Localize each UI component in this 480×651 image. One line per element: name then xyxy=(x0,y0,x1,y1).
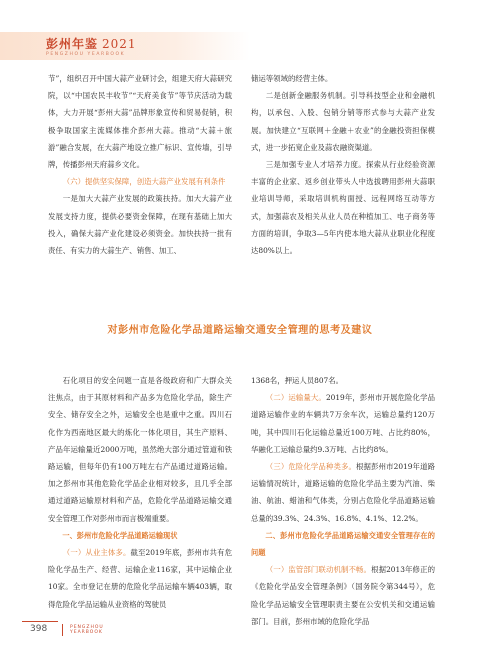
top-right-column xyxy=(251,70,435,259)
footer-rule xyxy=(22,621,58,622)
paragraph: 一是加大大蒜产业发展的政策扶持。加大大蒜产业发展支持力度，提供必要资金保障，在现有基础上加大投入，确保大蒜产业化建设必须资金。加快扶持一批有责任、有实力的大蒜生产、销售、加工、 xyxy=(48,194,232,256)
footer-brand-line2: YEARBOOK xyxy=(70,630,103,635)
bottom-left-column xyxy=(48,372,232,613)
paragraph: 2019年，彭州市开展危险化学品道路运输作业的车辆共7万余车次，运输总量约120万吨，其中四川石化运输总量近100万吨、占比约80%，华融化工运输总量约9.3万吨、占比约8%。 xyxy=(251,393,435,454)
article-title: 对彭州市危险化学品道路运输交通安全管理的思考及建议 xyxy=(107,325,373,336)
paragraph: 根据彭州市2019年道路运输情况统计，道路运输的危险化学品主要为汽油、柴油、航油、蜡油和气体类，分别占危险化学品道路运输总量的39.3%、24.3%、16.8%、4.1%、12.2%。 xyxy=(251,462,435,523)
footer-divider xyxy=(62,624,63,636)
paragraph: 根据2013年修正的《危险化学品安全管理条例》（国务院令第344号），危险化学品运输安全管理职责主要在公安机关和交通运输部门。目前，彭州市域的危险化学品 xyxy=(251,565,435,626)
paragraph: 1368名，押运人员807名。 xyxy=(251,376,344,385)
yearbook-year: 2021 xyxy=(102,37,137,51)
footer-brand-line1: PENGZHOU xyxy=(70,625,104,630)
footer-brand xyxy=(70,625,104,635)
inline-heading: （二）运输量大。 xyxy=(265,393,326,403)
paragraph: 截至2019年底，彭州市共有危险化学品生产、经营、运输企业116家，其中运输企业10家。全市登记在册的危险化学品运输车辆403辆，取得危险化学品运输从业资格的驾驶员 xyxy=(48,548,232,609)
paragraph: 三是加强专业人才培养力度。探索从行业经验资源丰富的企业家、返乡创业带头人中选拔聘用彭州大蒜职业培训导师，采取培训机构面授、远程网络互动等方式，加强蒜农及相关从业人员在种植加工、电子商务等方面的培训，争取3—5年内使本地大蒜从业职业化程度达80%以上。 xyxy=(251,160,435,256)
paragraph: 节”，组织召开中国大蒜产业研讨会，组建天府大蒜研究院，以“中国农民丰收节”“天府美食节”等节庆活动为载体，大力开展“彭州大蒜”品牌形象宣传和贸易促销，积极争取国家主流媒体推介彭州大蒜。推动“大蒜＋旅游”融合发展，在大蒜产地设立推广标识、宣传墙，引导牌，传播彭州天府蒜乡文化。 xyxy=(48,74,232,170)
section-heading: 二、彭州市危险化学品道路运输交通安全管理存在的问题 xyxy=(251,530,435,558)
bottom-right-column xyxy=(251,372,435,630)
top-left-column xyxy=(48,70,232,259)
yearbook-subtitle: PENGZHOU YEARBOOK xyxy=(46,52,126,57)
paragraph: 二是创新金融服务机制。引导科技型企业和金融机构，以承包、入股、包销分销等形式参与大蒜产业发展。加快建立“互联网＋金融＋农业”的金融投资担保模式，进一步拓宽企业及蒜农融资渠道。 xyxy=(251,91,435,152)
paragraph: 储运等领域的经营主体。 xyxy=(251,74,333,83)
yearbook-title xyxy=(46,35,137,52)
yearbook-name: 彭州年鉴 xyxy=(46,37,99,51)
paragraph: 石化项目的安全问题一直是各级政府和广大群众关注焦点，由于其原材料和产品多为危险化学品，除生产安全、储存安全之外，运输安全也是重中之重。四川石化作为西南地区最大的炼化一体化项目，其生产原料、产品年运输量近2000万吨，虽然绝大部分通过管道和铁路运输，但每年仍有100万吨左右产品通过道路运输。加之彭州市其他危险化学品企业相对较多，且几乎全部通过道路运输原材料和产品，危险化学品道路运输交通安全管理工作对彭州市而言极端重要。 xyxy=(48,376,232,523)
inline-heading: （一）从业主体多。 xyxy=(62,548,131,558)
section-heading: 一、彭州市危险化学品道路运输现状 xyxy=(62,530,178,540)
inline-heading: （一）监管部门联动机制不畅。 xyxy=(265,565,372,575)
inline-heading: （三）危险化学品种类多。 xyxy=(265,462,357,472)
subheading: （六）提供坚实保障，创造大蒜产业发展有利条件 xyxy=(62,177,226,187)
page-number: 398 xyxy=(30,624,48,634)
